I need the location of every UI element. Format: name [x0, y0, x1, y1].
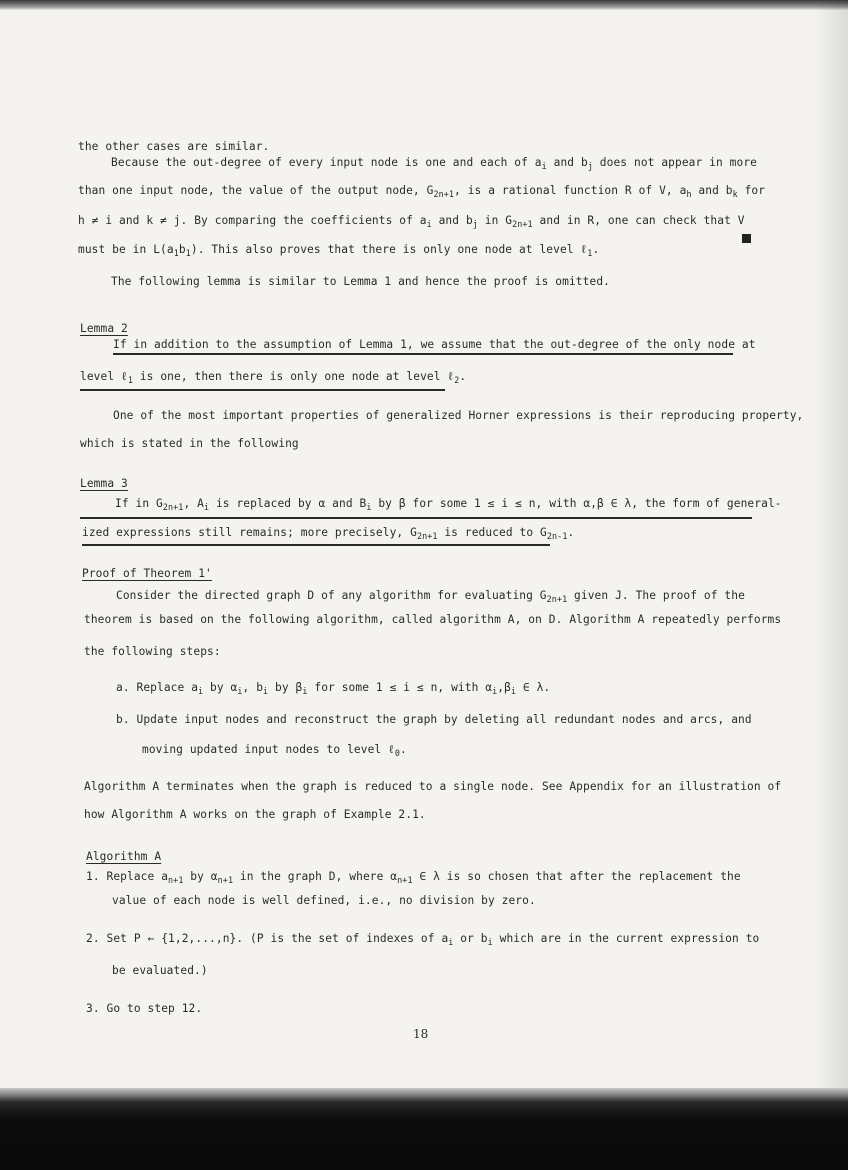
lemma2-heading: Lemma 2	[80, 322, 128, 335]
lemma3-text: If in $G_{2n+1}$, $A_i$ is replaced by α and $B_i$ by β for some 1 ≤ i ≤ n, with α,β ∈ λ, the form of general-	[115, 497, 782, 512]
lemma2-text: If in addition to the assumption of Lemma 1, we assume that the out-degree of the only node at	[113, 338, 756, 351]
proof-heading: Proof of Theorem 1'	[82, 567, 212, 580]
text-line: Consider the directed graph D of any algorithm for evaluating $G_{2n+1}$ given J. The proof of the	[116, 589, 745, 604]
text-line: The following lemma is similar to Lemma 1 and hence the proof is omitted.	[111, 275, 610, 288]
algorithm-step-1-cont: value of each node is well defined, i.e., no division by zero.	[112, 894, 536, 907]
text-line: which is stated in the following	[80, 437, 299, 450]
algorithm-step-2-cont: be evaluated.)	[112, 964, 208, 977]
text-line: One of the most important properties of generalized Horner expressions is their reproducing property,	[113, 409, 804, 422]
text-line: than one input node, the value of the output node, $G_{2n+1}$, is a rational function R of V, $a_h$ and $b_k$ for	[78, 184, 766, 199]
underline-rule	[82, 544, 550, 546]
algorithm-step-2: 2. Set P ← {1,2,...,n}. (P is the set of indexes of $a_i$ or $b_i$ which are in the current expression to	[86, 932, 760, 947]
text-line: the following steps:	[84, 645, 221, 658]
text-line: Algorithm A terminates when the graph is reduced to a single node. See Appendix for an illustration of	[84, 780, 782, 793]
text-line: the other cases are similar.	[78, 140, 270, 153]
underline-rule	[80, 517, 752, 519]
lemma3-text: ized expressions still remains; more precisely, $G_{2n+1}$ is reduced to $G_{2n-1}$.	[82, 526, 575, 541]
text-line: how Algorithm A works on the graph of Example 2.1.	[84, 808, 426, 821]
text-line: h ≠ i and k ≠ j. By comparing the coefficients of $a_i$ and $b_j$ in $G_{2n+1}$ and in R, one can check that V	[78, 214, 745, 229]
text-line: theorem is based on the following algorithm, called algorithm A, on D. Algorithm A repeatedly performs	[84, 613, 782, 626]
algorithm-heading: Algorithm A	[86, 850, 162, 863]
algorithm-step-3: 3. Go to step 12.	[86, 1002, 203, 1015]
underline-rule	[80, 389, 445, 391]
step-a: a. Replace $a_i$ by $\alpha_i$, $b_i$ by $\beta_i$ for some 1 ≤ i ≤ n, with $\alpha_i,\beta_i$ ∈ λ.	[116, 681, 551, 696]
step-b-cont: moving updated input nodes to level ℓ$_0$.	[142, 743, 407, 758]
page-number: 18	[413, 1027, 429, 1041]
lemma2-text: level ℓ$_1$ is one, then there is only one node at level ℓ$_2$.	[80, 370, 467, 385]
scan-bottom-edge	[0, 1088, 848, 1170]
text-line: must be in $L(a_1b_1)$. This also proves that there is only one node at level ℓ$_1$.	[78, 243, 600, 258]
algorithm-step-1: 1. Replace $a_{n+1}$ by $\alpha_{n+1}$ in the graph D, where $\alpha_{n+1}$ ∈ λ is so chosen that after the replacement the	[86, 870, 741, 885]
underline-rule	[113, 353, 733, 355]
text-line: Because the out-degree of every input node is one and each of $a_i$ and $b_j$ does not appear in more	[111, 156, 758, 171]
step-b: b. Update input nodes and reconstruct the graph by deleting all redundant nodes and arcs, and	[116, 713, 752, 726]
lemma3-heading: Lemma 3	[80, 477, 128, 490]
qed-square	[742, 234, 751, 243]
